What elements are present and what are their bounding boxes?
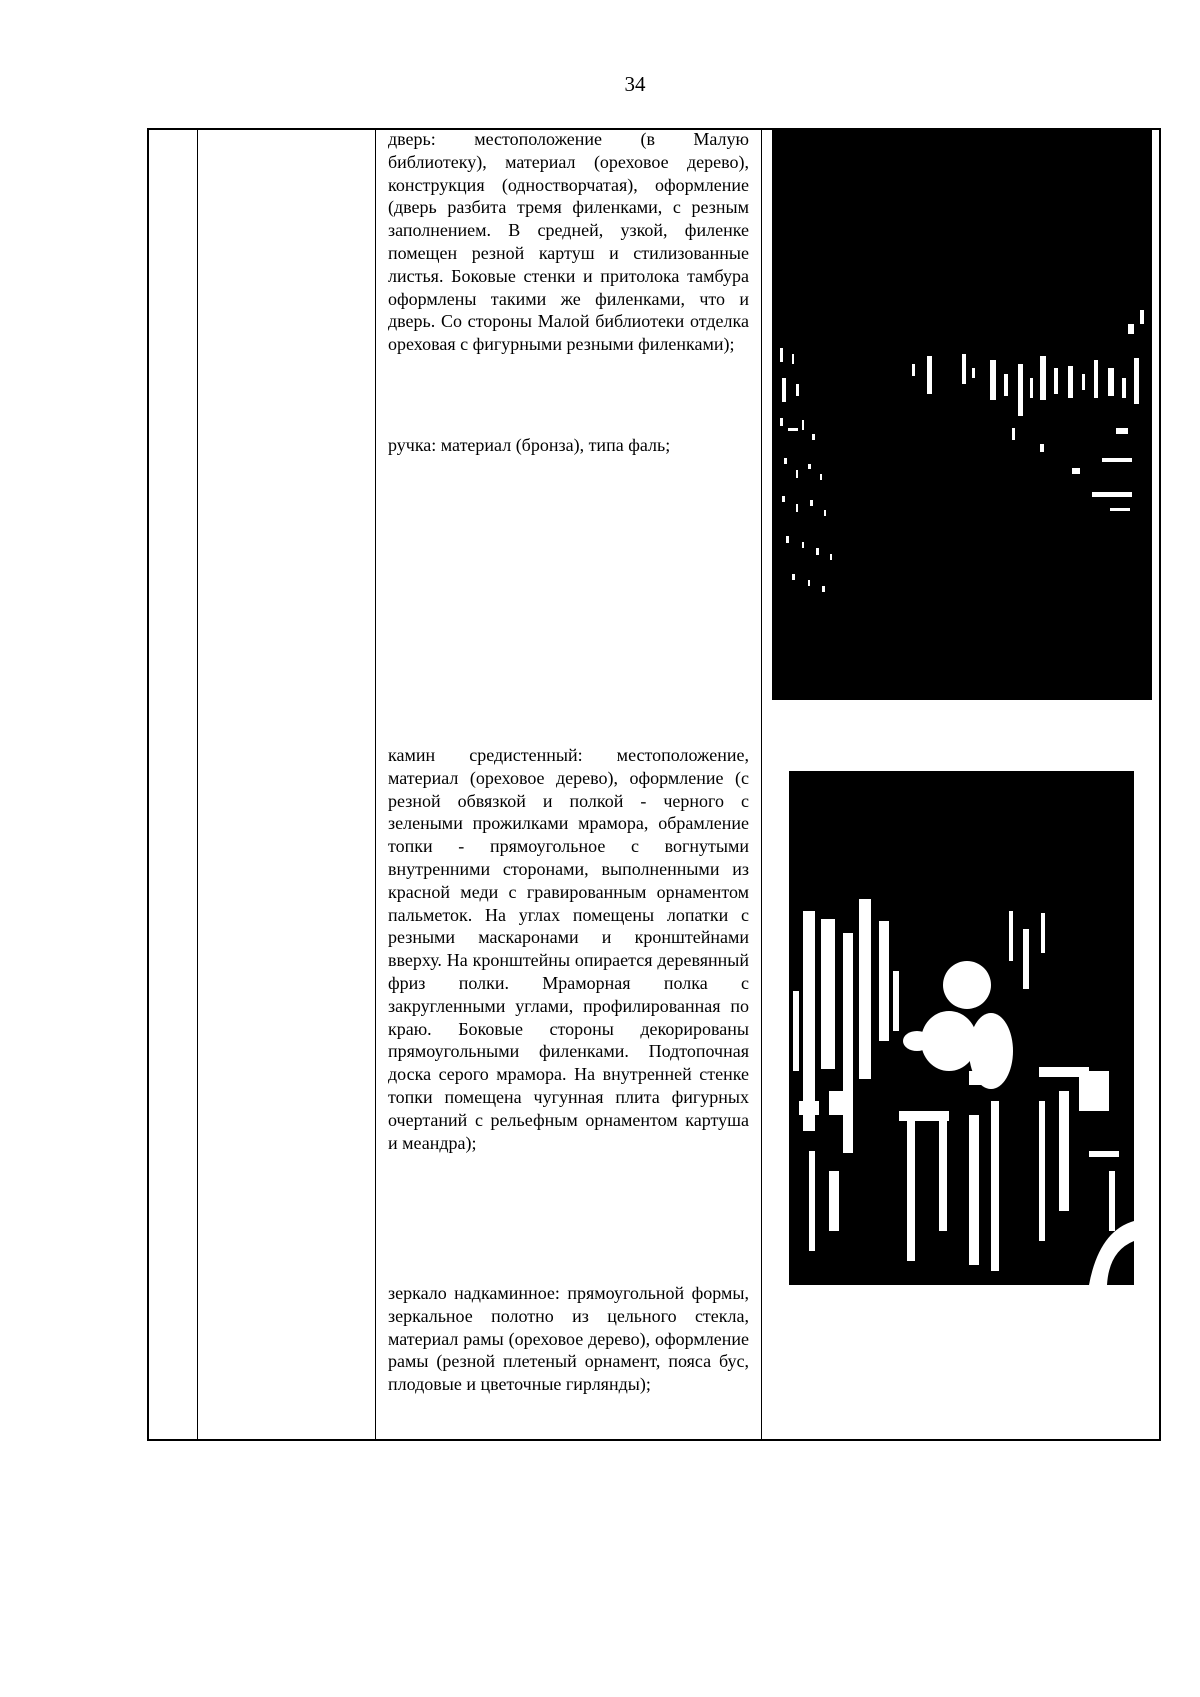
page-number: 34 <box>624 72 646 96</box>
column-divider <box>197 130 198 1439</box>
column-divider <box>761 130 762 1439</box>
entry-fireplace: камин средистенный: местоположение, материал (ореховое дерево), оформление (с резной обвязкой и полкой - черного с зелеными прожилками мрамора, обрамление топки - прямоугольное с вогнутыми внутренними сторонами, выполненными из красной меди с гравированным орнаментом пальметок. На углах помещены лопатки с резными маскаронами и кронштейнами вверху. На кронштейны опирается деревянный фриз полки. Мраморная полка с закругленными углами, профилированная по краю. Боковые стороны декорированы прямоугольными филенками. Подтопочная доска серого мрамора. На внутренней стенке топки помещена чугунная плита фигурных очертаний с рельефным орнаментом картуша и меандра); <box>388 745 749 1153</box>
fireplace-photo <box>789 771 1134 1285</box>
entry-door: дверь: местоположение (в Малую библиотеку), материал (ореховое дерево), конструкция (одностворчатая), оформление (дверь разбита тремя филенками, с резным заполнением. В средней, узкой, филенке помещен резной картуш и стилизованные листья. Боковые стенки и притолока тамбура оформлены такими же филенками, что и дверь. Со стороны Малой библиотеки отделка ореховая с фигурными резными филенками); <box>388 129 749 355</box>
door-photo <box>772 128 1152 700</box>
entry-handle: ручка: материал (бронза), типа фаль; <box>388 435 671 455</box>
entry-mirror: зеркало надкаминное: прямоугольной формы, зеркальное полотно из цельного стекла, материал рамы (ореховое дерево), оформление рамы (резной плетеный орнамент, пояса бус, плодовые и цветочные гирлянды); <box>388 1283 749 1395</box>
inventory-table <box>147 128 1161 1441</box>
column-divider <box>375 130 376 1439</box>
